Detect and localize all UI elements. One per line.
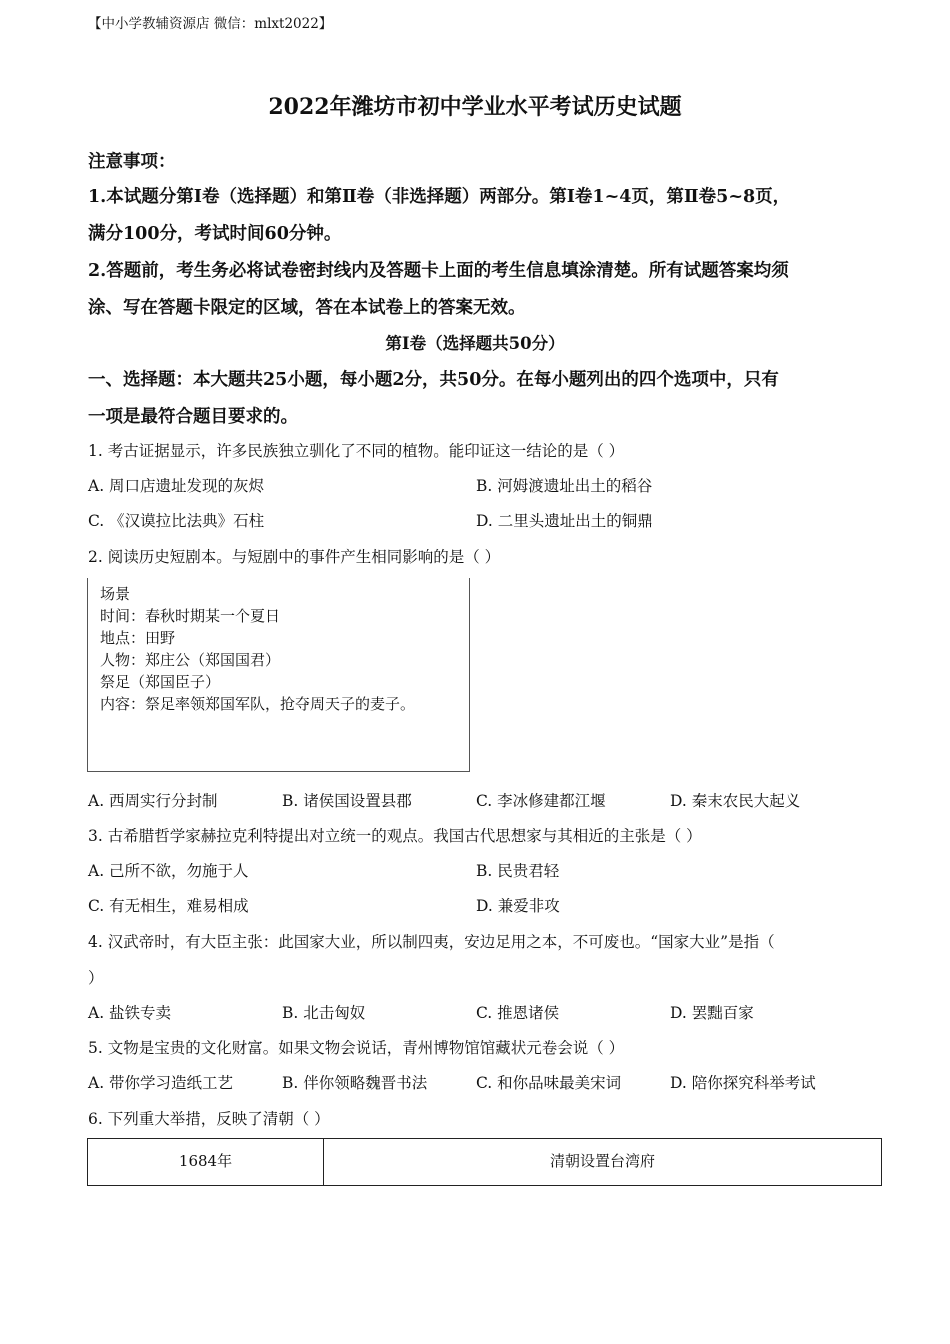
q5-option-d: D. 陪你探究科举考试 xyxy=(670,1074,816,1092)
scene-line: 地点：田野 xyxy=(100,629,176,647)
scene-line: 内容：祭足率领郑国军队，抢夺周天子的麦子。 xyxy=(100,695,416,713)
header-watermark: 【中小学教辅资源店 微信：mlxt2022】 xyxy=(88,16,333,32)
q5-stem: 5. 文物是宝贵的文化财富。如果文物会说话，青州博物馆馆藏状元卷会说（ ） xyxy=(88,1039,625,1057)
q1-option-c: C. 《汉谟拉比法典》石柱 xyxy=(88,512,265,530)
table-cell-event: 清朝设置台湾府 xyxy=(549,1152,655,1170)
table-cell-year: 1684年 xyxy=(88,1139,324,1185)
q6-stem: 6. 下列重大举措，反映了清朝（ ） xyxy=(88,1110,330,1128)
section1-line-2: 一项是最符合题目要求的。 xyxy=(88,407,298,427)
q3-option-b: B. 民贵君轻 xyxy=(476,862,560,880)
q3-stem: 3. 古希腊哲学家赫拉克利特提出对立统一的观点。我国古代思想家与其相近的主张是（ ） xyxy=(88,827,702,845)
q6-table xyxy=(87,1138,882,1186)
notice-line-2: 满分100分，考试时间60分钟。 xyxy=(88,224,342,244)
q2-option-c: C. 李冰修建都江堰 xyxy=(476,792,606,810)
q1-option-b: B. 河姆渡遗址出土的稻谷 xyxy=(476,477,653,495)
scene-line: 人物：郑庄公（郑国国君） xyxy=(100,651,281,669)
q1-option-a: A. 周口店遗址发现的灰烬 xyxy=(88,477,265,495)
scene-line: 祭足（郑国臣子） xyxy=(100,673,221,691)
q4-stem-end: ） xyxy=(88,969,104,987)
q2-option-a: A. 西周实行分封制 xyxy=(88,792,218,810)
part1-title: 第Ⅰ卷（选择题共50分） xyxy=(385,334,565,353)
q2-option-b: B. 诸侯国设置县郡 xyxy=(282,792,412,810)
q5-option-b: B. 伴你领略魏晋书法 xyxy=(282,1074,428,1092)
exam-title: 2022年潍坊市初中学业水平考试历史试题 xyxy=(268,94,682,120)
notice-heading: 注意事项： xyxy=(88,152,176,172)
q3-option-d: D. 兼爱非攻 xyxy=(476,897,560,915)
scene-line: 场景 xyxy=(100,585,131,603)
notice-line-3: 2.答题前，考生务必将试卷密封线内及答题卡上面的考生信息填涂清楚。所有试题答案均须 xyxy=(88,261,789,281)
scene-line: 时间：春秋时期某一个夏日 xyxy=(100,607,281,625)
q3-option-c: C. 有无相生，难易相成 xyxy=(88,897,249,915)
q4-option-c: C. 推恩诸侯 xyxy=(476,1004,560,1022)
q3-option-a: A. 己所不欲，勿施于人 xyxy=(88,862,249,880)
q5-option-a: A. 带你学习造纸工艺 xyxy=(88,1074,234,1092)
q1-option-d: D. 二里头遗址出土的铜鼎 xyxy=(476,512,653,530)
q1-stem: 1. 考古证据显示，许多民族独立驯化了不同的植物。能印证这一结论的是（ ） xyxy=(88,442,625,460)
q2-scene-box xyxy=(87,578,470,772)
q4-option-b: B. 北击匈奴 xyxy=(282,1004,366,1022)
q2-stem: 2. 阅读历史短剧本。与短剧中的事件产生相同影响的是（ ） xyxy=(88,548,501,566)
q5-option-c: C. 和你品味最美宋词 xyxy=(476,1074,622,1092)
section1-line-1: 一、选择题：本大题共25小题，每小题2分，共50分。在每小题列出的四个选项中，只有 xyxy=(88,370,779,390)
notice-line-1: 1.本试题分第Ⅰ卷（选择题）和第Ⅱ卷（非选择题）两部分。第Ⅰ卷1~4页，第Ⅱ卷5~8页， xyxy=(88,187,791,207)
q2-option-d: D. 秦末农民大起义 xyxy=(670,792,801,810)
q4-stem: 4. 汉武帝时，有大臣主张：此国家大业，所以制四夷，安边足用之本，不可废也。“国家大业”是指（ xyxy=(88,933,775,951)
q4-option-d: D. 罢黜百家 xyxy=(670,1004,754,1022)
notice-line-4: 涂、写在答题卡限定的区域，答在本试卷上的答案无效。 xyxy=(88,298,526,318)
q4-option-a: A. 盐铁专卖 xyxy=(88,1004,172,1022)
